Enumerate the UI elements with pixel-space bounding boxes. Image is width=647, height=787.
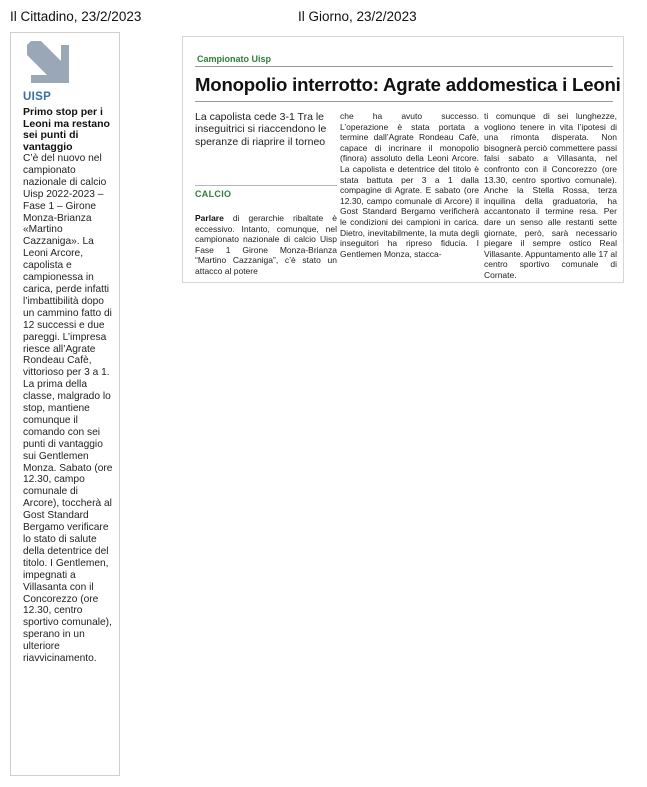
article-headline: Primo stop per i Leoni ma restano sei punti di vantaggio [23,106,110,153]
article-column-1 [195,213,337,277]
arrow-down-right-icon [25,39,71,85]
divider-top [195,66,613,67]
kicker: Campionato Uisp [197,54,272,64]
article-column-2: che ha avuto successo. L’operazione è stata portata a termine dall’Agrate Rondeau Cafè, capace di incrinare il monopolio (finora) assoluto della Leoni Arcore. La capolista e detentrice del titolo è stata battuta per 3 a 1 dalla compagine di Agrate. E sabato (ore 12.30, campo comunale di Arcore) il Gost Standard Bergamo verificherà le condizioni dei campioni in carica. Dietro, inevitabilmente, la muta degli inseguitori ha ripreso fiducia. I Gentlemen Monza, stacca- [340,111,479,259]
article-title: Monopolio interrotto: Agrate addomestica i Leoni [195,74,621,95]
divider-title [195,101,613,102]
clipping-cittadino [10,32,120,776]
article-body: C’è del nuovo nel campionato nazionale di calcio Uisp 2022-2023 – Fase 1 – Girone Monza-Brianza «Martino Cazzaniga». La Leoni Arcore, capolista e campionessa in carica, perde infatti l’imbattibilità dopo un cammino fatto di 12 successi e due pareggi. L’impresa riesce all’Agrate Rondeau Cafè, vittorioso per 3 a 1. La prima della classe, malgrado lo stop, mantiene comunque il comando con sei punti di vantaggio sui Gentlemen Monza. Sabato (ore 12.30, campo comunale di Arcore), toccherà al Gost Standard Bergamo verificare lo stato di salute della detentrice del titolo. I Gentlemen, impegnati a Villasanta con il Concorezzo (ore 12.30, centro sportivo comunale), sperano in un ulteriore riavvicinamento. [23,153,113,665]
lead-word: Parlare [195,213,224,223]
column-1-text: di gerarchie ribaltate è eccessivo. Intanto, comunque, nel campionato nazionale di calcio Uisp Fase 1 Girone Monza-Brianza “Martino Cazzaniga”, c’è stato un attacco al potere [195,213,337,276]
clipping-giorno [182,36,624,283]
brand-uisp: UISP [23,91,52,103]
source-label-giorno: Il Giorno, 23/2/2023 [298,9,417,24]
article-column-3: ti comunque di sei lunghezze, vogliono tenere in vita l’ipotesi di una rimonta disperata. Non bisognerà perciò commettere passi falsi sabato a Villasanta, nel confronto con il Concorezzo (ore 13.30, centro sportivo comunale). Anche la Stella Rossa, terza inquilina della graduatoria, ha accantonato il termine resa. Per dare un senso alle restanti sette giornate, però, sarà necessario piegare il sempre ostico Real Villasante. Appuntamento alle 17 al centro sportivo comunale di Cornate. [484,111,617,280]
source-label-cittadino: Il Cittadino, 23/2/2023 [10,9,142,24]
section-label: CALCIO [195,189,232,199]
divider-section [195,185,337,186]
article-subhead: La capolista cede 3-1 Tra le inseguitrici si riaccendono le speranze di riaprire il torneo [195,111,327,148]
